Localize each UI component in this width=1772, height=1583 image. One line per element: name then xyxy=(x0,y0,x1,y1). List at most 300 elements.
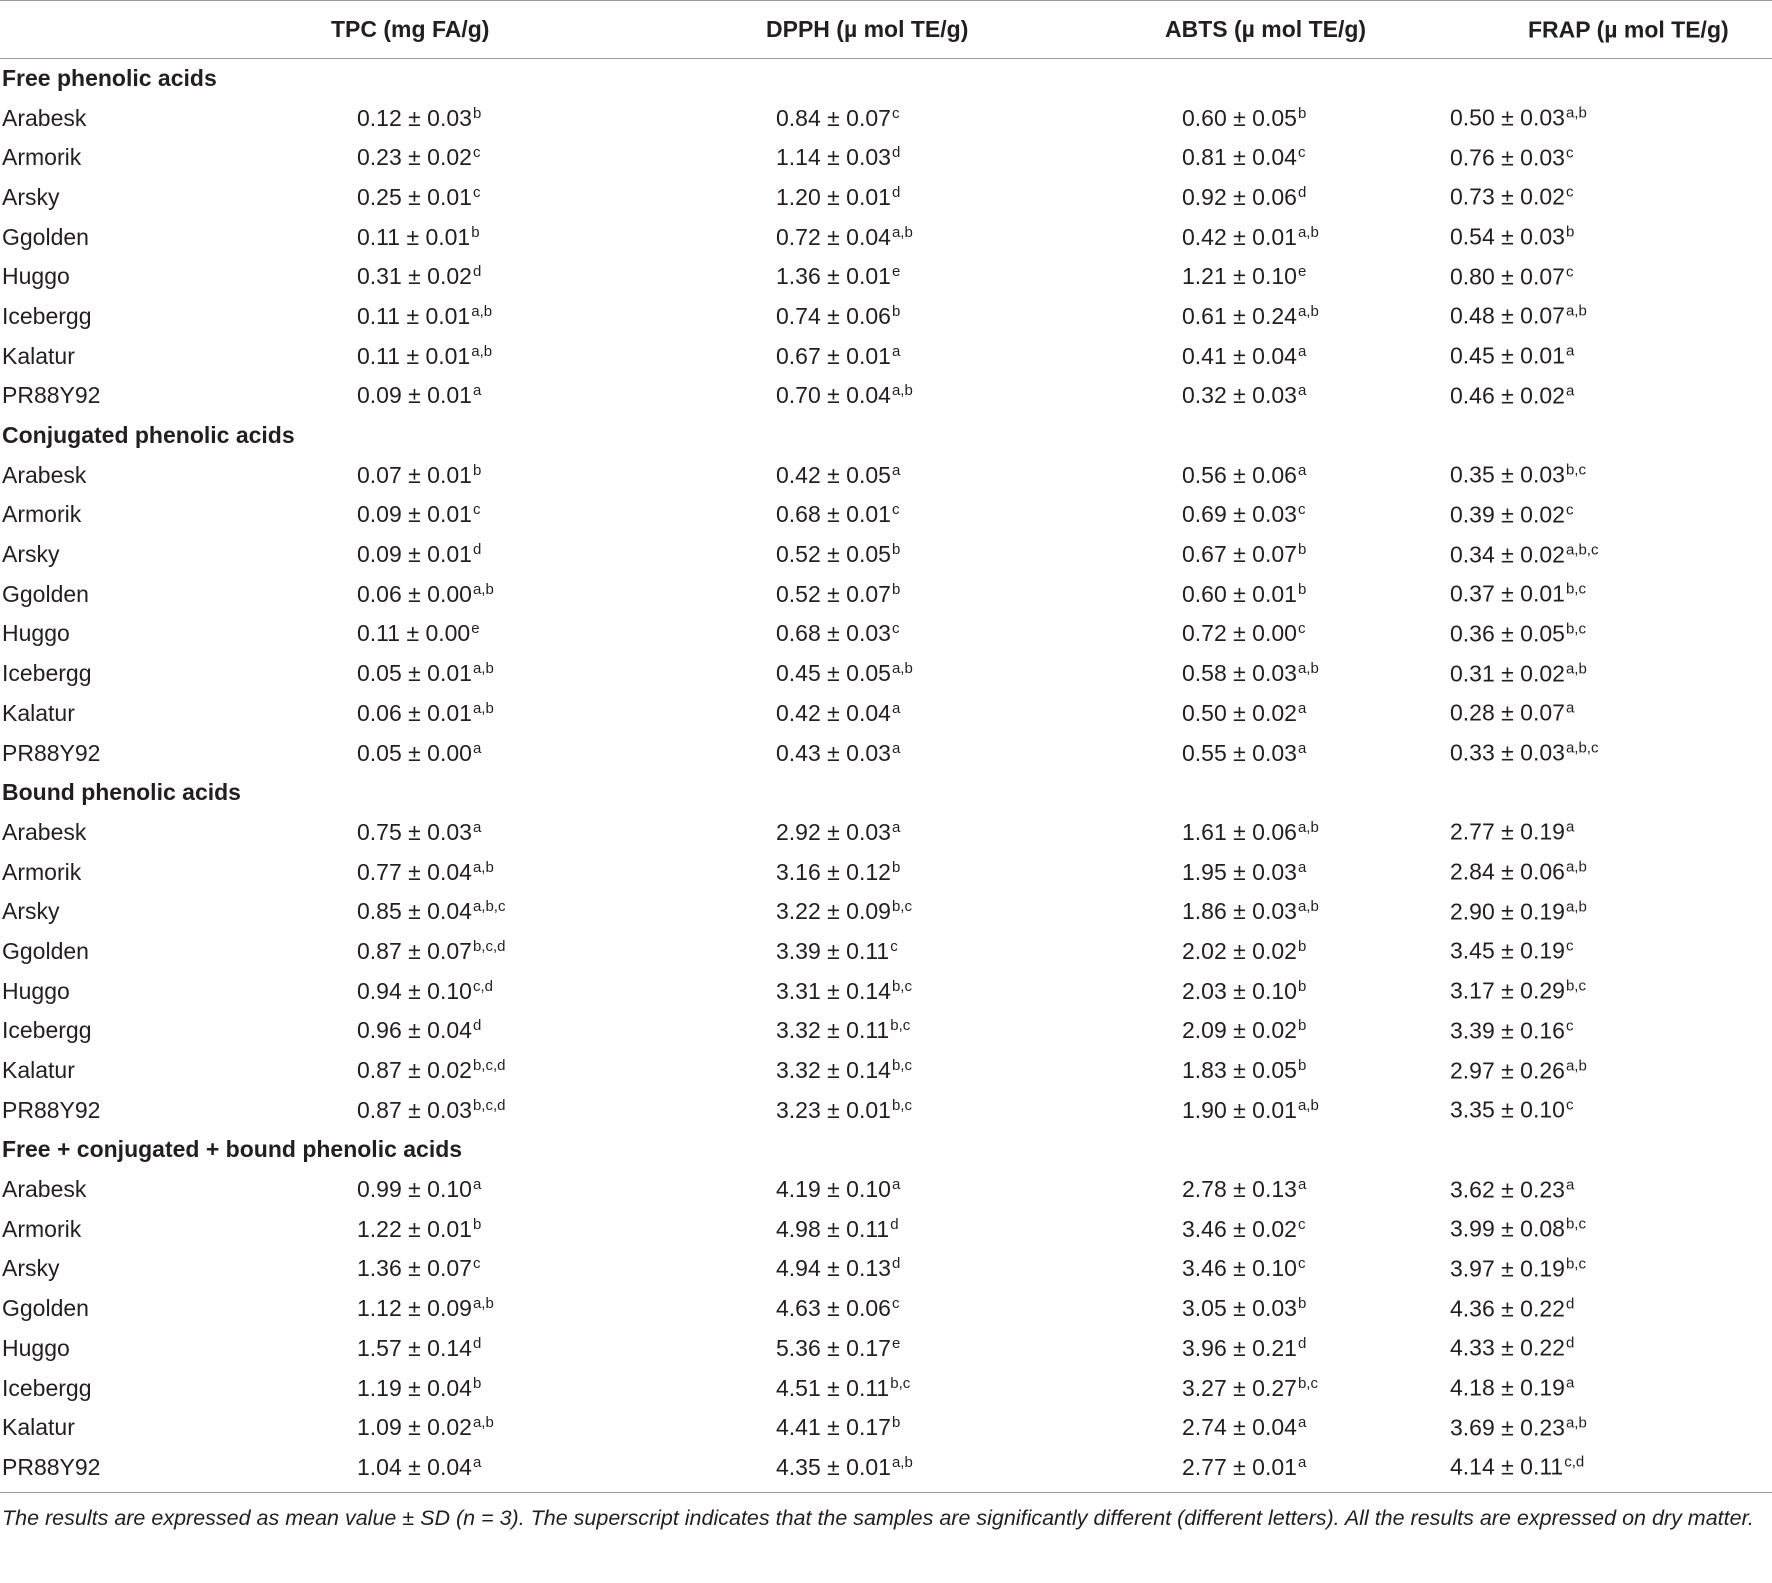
significance-letters: a xyxy=(1297,342,1307,360)
mean-sd-value: 3.17 ± 0.29 xyxy=(1450,977,1565,1004)
cell-value-group xyxy=(357,144,480,170)
mean-sd-value: 0.39 ± 0.02 xyxy=(1450,501,1565,528)
significance-letters: c xyxy=(1565,263,1574,281)
cultivar-name: PR88Y92 xyxy=(2,1453,101,1480)
cell-value-group xyxy=(1182,859,1306,885)
cell-frap xyxy=(1450,178,1772,218)
cell-value-group xyxy=(1182,184,1306,210)
cultivar-name: Huggo xyxy=(2,620,70,647)
cell-value-group xyxy=(1450,1216,1586,1243)
significance-letters: a xyxy=(1297,382,1307,400)
cell-value-group xyxy=(357,938,505,964)
cultivar-name: Arabesk xyxy=(2,818,87,845)
mean-sd-value: 2.09 ± 0.02 xyxy=(1182,1017,1297,1044)
mean-sd-value: 0.11 ± 0.01 xyxy=(357,223,471,250)
mean-sd-value: 3.05 ± 0.03 xyxy=(1182,1295,1297,1322)
significance-letters: a,b xyxy=(891,223,913,241)
significance-letters: a xyxy=(472,1176,482,1194)
mean-sd-value: 1.20 ± 0.01 xyxy=(776,183,891,210)
mean-sd-value: 0.77 ± 0.04 xyxy=(357,858,472,885)
cell-value-group xyxy=(1182,144,1305,170)
cell-value-group xyxy=(357,1295,494,1321)
cell-value-group xyxy=(776,819,900,845)
mean-sd-value: 4.18 ± 0.19 xyxy=(1450,1374,1565,1401)
significance-letters: a xyxy=(1565,382,1575,400)
significance-letters: b,c xyxy=(1565,977,1586,995)
mean-sd-value: 2.90 ± 0.19 xyxy=(1450,898,1565,925)
mean-sd-value: 0.31 ± 0.02 xyxy=(357,263,472,290)
cell-tpc xyxy=(330,1249,749,1289)
cell-value-group xyxy=(1450,1454,1584,1481)
mean-sd-value: 3.27 ± 0.27 xyxy=(1182,1374,1297,1401)
mean-sd-value: 0.60 ± 0.05 xyxy=(1182,104,1297,131)
mean-sd-value: 0.67 ± 0.07 xyxy=(1182,541,1297,568)
mean-sd-value: 0.50 ± 0.03 xyxy=(1450,104,1565,131)
mean-sd-value: 3.31 ± 0.14 xyxy=(776,977,891,1004)
mean-sd-value: 1.09 ± 0.02 xyxy=(357,1414,472,1441)
significance-letters: c xyxy=(890,937,898,955)
cell-value-group xyxy=(1182,1176,1306,1202)
mean-sd-value: 0.07 ± 0.01 xyxy=(357,461,472,488)
cell-value-group xyxy=(1182,700,1306,726)
mean-sd-value: 0.85 ± 0.04 xyxy=(357,898,472,925)
cell-dpph xyxy=(749,1448,1157,1488)
significance-letters: d xyxy=(1297,1334,1307,1352)
significance-letters: a xyxy=(1565,1374,1575,1392)
cell-frap xyxy=(1450,495,1772,535)
significance-letters: a,b xyxy=(891,1453,913,1471)
significance-letters: b,c xyxy=(1565,1255,1586,1273)
mean-sd-value: 1.36 ± 0.01 xyxy=(776,263,891,290)
mean-sd-value: 3.46 ± 0.02 xyxy=(1182,1215,1297,1242)
cell-frap xyxy=(1450,694,1772,734)
significance-letters: b xyxy=(1565,223,1575,241)
cell-value-group xyxy=(357,1414,494,1440)
cell-dpph xyxy=(749,257,1157,297)
mean-sd-value: 0.99 ± 0.10 xyxy=(357,1176,472,1203)
cultivar-name: Ggolden xyxy=(2,937,89,964)
mean-sd-value: 1.22 ± 0.01 xyxy=(357,1215,472,1242)
cell-tpc xyxy=(330,535,749,575)
mean-sd-value: 4.35 ± 0.01 xyxy=(776,1453,891,1480)
header-frap: FRAP (µ mol TE/g) xyxy=(1573,1,1772,59)
significance-letters: d xyxy=(472,541,482,559)
cultivar-name: Huggo xyxy=(2,977,70,1004)
cell-value-group xyxy=(357,501,480,527)
cell-value-group xyxy=(1182,1017,1306,1043)
significance-letters: b xyxy=(1297,937,1307,955)
cell-value-group xyxy=(357,819,481,845)
cell-tpc xyxy=(330,1448,749,1488)
cell-dpph xyxy=(749,376,1157,416)
significance-letters: b,c xyxy=(1565,461,1586,479)
table-row xyxy=(0,1408,1772,1448)
cell-value-group xyxy=(357,105,481,131)
cell-frap xyxy=(1450,1011,1772,1051)
mean-sd-value: 0.11 ± 0.01 xyxy=(357,342,471,369)
cell-value-group xyxy=(1182,938,1306,964)
cell-tpc xyxy=(330,1209,749,1249)
significance-letters: a,b xyxy=(472,858,494,876)
cell-value-group xyxy=(357,1255,480,1281)
cultivar-name: Arsky xyxy=(2,898,60,925)
cell-tpc xyxy=(330,932,749,972)
cell-value-group xyxy=(357,263,481,289)
mean-sd-value: 0.68 ± 0.01 xyxy=(776,501,891,528)
table-row xyxy=(0,257,1772,297)
mean-sd-value: 0.72 ± 0.04 xyxy=(776,223,891,250)
mean-sd-value: 0.87 ± 0.03 xyxy=(357,1096,472,1123)
cell-value-group xyxy=(1182,898,1319,924)
table-row xyxy=(0,892,1772,932)
cell-value-group xyxy=(1450,1176,1574,1203)
mean-sd-value: 0.87 ± 0.07 xyxy=(357,937,472,964)
mean-sd-value: 4.33 ± 0.22 xyxy=(1450,1334,1565,1361)
significance-letters: b xyxy=(1297,1295,1307,1313)
significance-letters: c xyxy=(891,620,900,638)
mean-sd-value: 1.36 ± 0.07 xyxy=(357,1255,472,1282)
significance-letters: a xyxy=(472,1453,482,1471)
cell-dpph xyxy=(749,336,1157,376)
cell-value-group xyxy=(776,898,912,924)
cell-value-group xyxy=(1450,1335,1574,1362)
significance-letters: b,c xyxy=(891,898,912,916)
mean-sd-value: 0.06 ± 0.01 xyxy=(357,699,472,726)
cell-frap xyxy=(1450,1329,1772,1369)
significance-letters: c xyxy=(1565,1096,1574,1114)
cell-value-group xyxy=(357,700,494,726)
cell-tpc xyxy=(330,1408,749,1448)
cultivar-name: Huggo xyxy=(2,263,70,290)
significance-letters: b,c xyxy=(890,1017,911,1035)
cell-value-group xyxy=(1450,541,1598,568)
cell-frap xyxy=(1450,1170,1772,1210)
significance-letters: c xyxy=(1565,183,1574,201)
cell-value-group xyxy=(776,1216,899,1242)
cell-value-group xyxy=(1182,1097,1319,1123)
cell-value-group xyxy=(1450,184,1573,211)
mean-sd-value: 0.42 ± 0.05 xyxy=(776,461,891,488)
cultivar-name: Arabesk xyxy=(2,461,87,488)
table-row xyxy=(0,376,1772,416)
cell-frap xyxy=(1450,217,1772,257)
table-body xyxy=(0,59,1772,1488)
mean-sd-value: 5.36 ± 0.17 xyxy=(776,1334,891,1361)
cell-tpc xyxy=(330,1289,749,1329)
cell-frap xyxy=(1450,932,1772,972)
cell-value-group xyxy=(776,184,900,210)
cell-value-group xyxy=(776,1335,900,1361)
cell-value-group xyxy=(776,1097,912,1123)
table-header xyxy=(0,1,1772,59)
cell-tpc xyxy=(330,654,749,694)
cell-dpph xyxy=(749,1408,1157,1448)
cell-tpc xyxy=(330,614,749,654)
mean-sd-value: 0.52 ± 0.05 xyxy=(776,541,891,568)
mean-sd-value: 0.05 ± 0.00 xyxy=(357,739,472,766)
significance-letters: d xyxy=(891,1255,901,1273)
mean-sd-value: 3.62 ± 0.23 xyxy=(1450,1176,1565,1203)
cell-value-group xyxy=(1182,224,1319,250)
significance-letters: d xyxy=(1565,1334,1575,1352)
mean-sd-value: 0.58 ± 0.03 xyxy=(1182,660,1297,687)
significance-letters: d xyxy=(1297,183,1307,201)
significance-letters: b xyxy=(1297,580,1307,598)
significance-letters: a,b xyxy=(1297,302,1319,320)
significance-letters: a,b xyxy=(472,580,494,598)
significance-letters: a,b,c xyxy=(1565,739,1599,757)
cultivar-name: Kalatur xyxy=(2,342,75,369)
cell-value-group xyxy=(776,978,912,1004)
significance-letters: b xyxy=(891,1414,901,1432)
cultivar-name: Kalatur xyxy=(2,1414,75,1441)
mean-sd-value: 0.55 ± 0.03 xyxy=(1182,739,1297,766)
table-row xyxy=(0,1051,1772,1091)
table-row xyxy=(0,614,1772,654)
table-row xyxy=(0,574,1772,614)
mean-sd-value: 0.67 ± 0.01 xyxy=(776,342,891,369)
cell-value-group xyxy=(357,343,492,369)
significance-letters: b xyxy=(471,223,480,241)
significance-letters: c xyxy=(1565,144,1574,162)
mean-sd-value: 1.12 ± 0.09 xyxy=(357,1295,472,1322)
mean-sd-value: 3.69 ± 0.23 xyxy=(1450,1414,1565,1441)
cell-value-group xyxy=(357,1017,481,1043)
mean-sd-value: 4.98 ± 0.11 xyxy=(776,1215,890,1242)
significance-letters: e xyxy=(471,620,480,638)
cell-dpph xyxy=(749,1289,1157,1329)
cell-value-group xyxy=(1450,263,1573,290)
significance-letters: e xyxy=(1297,263,1307,281)
mean-sd-value: 3.32 ± 0.14 xyxy=(776,1057,891,1084)
significance-letters: c xyxy=(1297,1255,1306,1273)
cell-value-group xyxy=(357,740,481,766)
mean-sd-value: 0.60 ± 0.01 xyxy=(1182,580,1297,607)
cell-dpph xyxy=(749,1368,1157,1408)
cell-value-group xyxy=(1450,1295,1574,1322)
mean-sd-value: 3.32 ± 0.11 xyxy=(776,1017,890,1044)
mean-sd-value: 0.45 ± 0.05 xyxy=(776,660,891,687)
cell-dpph xyxy=(749,217,1157,257)
significance-letters: a xyxy=(1297,858,1307,876)
header-abts: ABTS (µ mol TE/g) xyxy=(1157,1,1573,59)
cell-value-group xyxy=(1450,700,1574,727)
significance-letters: b,c xyxy=(1565,580,1586,598)
cell-value-group xyxy=(1450,819,1574,846)
mean-sd-value: 3.96 ± 0.21 xyxy=(1182,1334,1297,1361)
significance-letters: a xyxy=(891,1176,901,1194)
table-row xyxy=(0,297,1772,337)
cell-dpph xyxy=(749,694,1157,734)
cultivar-name: Armorik xyxy=(2,858,82,885)
cell-value-group xyxy=(1450,898,1587,925)
header-tpc: TPC (mg FA/g) xyxy=(330,1,749,59)
significance-letters: a,b xyxy=(1565,302,1587,320)
mean-sd-value: 2.92 ± 0.03 xyxy=(776,818,891,845)
mean-sd-value: 1.90 ± 0.01 xyxy=(1182,1096,1297,1123)
mean-sd-value: 2.84 ± 0.06 xyxy=(1450,858,1565,885)
cell-value-group xyxy=(1450,1057,1587,1084)
significance-letters: a,b xyxy=(1565,858,1587,876)
cell-dpph xyxy=(749,813,1157,853)
mean-sd-value: 0.06 ± 0.00 xyxy=(357,580,472,607)
cell-value-group xyxy=(1182,660,1319,686)
cell-value-group xyxy=(776,1255,900,1281)
cell-value-group xyxy=(1182,1057,1306,1083)
cell-value-group xyxy=(776,700,900,726)
mean-sd-value: 0.12 ± 0.03 xyxy=(357,104,472,131)
cell-value-group xyxy=(776,263,900,289)
cell-tpc xyxy=(330,971,749,1011)
mean-sd-value: 1.21 ± 0.10 xyxy=(1182,263,1297,290)
mean-sd-value: 3.46 ± 0.10 xyxy=(1182,1255,1297,1282)
significance-letters: c xyxy=(891,501,900,519)
significance-letters: c xyxy=(472,183,481,201)
significance-letters: a xyxy=(1297,1414,1307,1432)
significance-letters: b xyxy=(891,541,901,559)
mean-sd-value: 0.52 ± 0.07 xyxy=(776,580,891,607)
mean-sd-value: 3.99 ± 0.08 xyxy=(1450,1215,1565,1242)
cell-value-group xyxy=(776,1375,910,1401)
cell-value-group xyxy=(1450,501,1573,528)
cell-value-group xyxy=(776,938,898,964)
mean-sd-value: 0.45 ± 0.01 xyxy=(1450,342,1565,369)
cell-value-group xyxy=(1182,740,1306,766)
cell-dpph xyxy=(749,852,1157,892)
cultivar-name: Kalatur xyxy=(2,699,75,726)
cell-frap xyxy=(1450,1368,1772,1408)
mean-sd-value: 0.54 ± 0.03 xyxy=(1450,223,1565,250)
cell-value-group xyxy=(1182,263,1306,289)
section-row xyxy=(0,773,1772,813)
cell-tpc xyxy=(330,1368,749,1408)
mean-sd-value: 2.78 ± 0.13 xyxy=(1182,1176,1297,1203)
cell-value-group xyxy=(1450,105,1587,132)
mean-sd-value: 1.83 ± 0.05 xyxy=(1182,1057,1297,1084)
cell-dpph xyxy=(749,1011,1157,1051)
table-row xyxy=(0,1448,1772,1488)
cell-value-group xyxy=(1182,1454,1306,1480)
mean-sd-value: 3.39 ± 0.11 xyxy=(776,937,890,964)
mean-sd-value: 0.41 ± 0.04 xyxy=(1182,342,1297,369)
significance-letters: b xyxy=(1297,1017,1307,1035)
cell-value-group xyxy=(357,978,493,1004)
significance-letters: a xyxy=(891,342,901,360)
cell-value-group xyxy=(357,1216,481,1242)
mean-sd-value: 4.63 ± 0.06 xyxy=(776,1295,891,1322)
significance-letters: b,c xyxy=(891,1096,912,1114)
significance-letters: a xyxy=(1565,1176,1575,1194)
cell-dpph xyxy=(749,1329,1157,1369)
significance-letters: a,b xyxy=(471,342,493,360)
cultivar-name: Arabesk xyxy=(2,104,87,131)
cell-tpc xyxy=(330,694,749,734)
table-row xyxy=(0,455,1772,495)
significance-letters: e xyxy=(891,263,901,281)
significance-letters: a xyxy=(891,699,901,717)
significance-letters: a,b xyxy=(1297,660,1319,678)
cell-value-group xyxy=(357,541,481,567)
significance-letters: a xyxy=(1565,818,1575,836)
cell-value-group xyxy=(776,382,913,408)
cell-frap xyxy=(1450,336,1772,376)
cell-frap xyxy=(1450,1090,1772,1130)
cell-dpph xyxy=(749,138,1157,178)
significance-letters: a xyxy=(1297,1176,1307,1194)
significance-letters: c,d xyxy=(472,977,493,995)
cell-value-group xyxy=(1182,819,1319,845)
cell-value-group xyxy=(357,1375,481,1401)
mean-sd-value: 0.42 ± 0.01 xyxy=(1182,223,1297,250)
significance-letters: b xyxy=(472,461,482,479)
header-dpph: DPPH (µ mol TE/g) xyxy=(749,1,1157,59)
mean-sd-value: 0.74 ± 0.06 xyxy=(776,302,891,329)
cell-dpph xyxy=(749,1249,1157,1289)
table-row xyxy=(0,1209,1772,1249)
cell-dpph xyxy=(749,932,1157,972)
significance-letters: a,b xyxy=(471,302,493,320)
cell-tpc xyxy=(330,376,749,416)
section-row xyxy=(0,1130,1772,1170)
significance-letters: a,b,c xyxy=(1565,541,1599,559)
table-row xyxy=(0,932,1772,972)
mean-sd-value: 0.81 ± 0.04 xyxy=(1182,144,1297,171)
significance-letters: a,b xyxy=(472,699,494,717)
significance-letters: a xyxy=(891,818,901,836)
significance-letters: a xyxy=(472,739,482,757)
mean-sd-value: 1.14 ± 0.03 xyxy=(776,144,891,171)
mean-sd-value: 0.11 ± 0.01 xyxy=(357,302,471,329)
significance-letters: c xyxy=(472,1255,481,1273)
cell-value-group xyxy=(1450,1255,1586,1282)
mean-sd-value: 0.68 ± 0.03 xyxy=(776,620,891,647)
cultivar-name: PR88Y92 xyxy=(2,739,101,766)
cell-frap xyxy=(1450,813,1772,853)
mean-sd-value: 0.46 ± 0.02 xyxy=(1450,382,1565,409)
table-row xyxy=(0,1170,1772,1210)
significance-letters: d xyxy=(891,183,901,201)
header-cultivar xyxy=(0,1,330,59)
cultivar-name: Armorik xyxy=(2,1215,82,1242)
cell-value-group xyxy=(1182,581,1306,607)
significance-letters: b,c xyxy=(1565,620,1586,638)
cell-dpph xyxy=(749,614,1157,654)
table-row xyxy=(0,98,1772,138)
table-row xyxy=(0,1011,1772,1051)
significance-letters: b xyxy=(891,580,901,598)
significance-letters: d xyxy=(891,144,901,162)
cultivar-name: Armorik xyxy=(2,501,82,528)
table-row xyxy=(0,535,1772,575)
cell-value-group xyxy=(776,105,899,131)
cell-tpc xyxy=(330,733,749,773)
mean-sd-value: 1.04 ± 0.04 xyxy=(357,1453,472,1480)
cell-tpc xyxy=(330,178,749,218)
cell-tpc xyxy=(330,1051,749,1091)
mean-sd-value: 0.75 ± 0.03 xyxy=(357,818,472,845)
table-row xyxy=(0,1090,1772,1130)
cell-value-group xyxy=(1450,581,1586,608)
mean-sd-value: 1.19 ± 0.04 xyxy=(357,1374,472,1401)
mean-sd-value: 0.25 ± 0.01 xyxy=(357,183,472,210)
cell-value-group xyxy=(1450,938,1573,965)
mean-sd-value: 0.48 ± 0.07 xyxy=(1450,302,1565,329)
cell-value-group xyxy=(1182,303,1319,329)
mean-sd-value: 0.96 ± 0.04 xyxy=(357,1017,472,1044)
cell-value-group xyxy=(1182,1335,1306,1361)
cell-tpc xyxy=(330,138,749,178)
cell-value-group xyxy=(357,898,505,924)
